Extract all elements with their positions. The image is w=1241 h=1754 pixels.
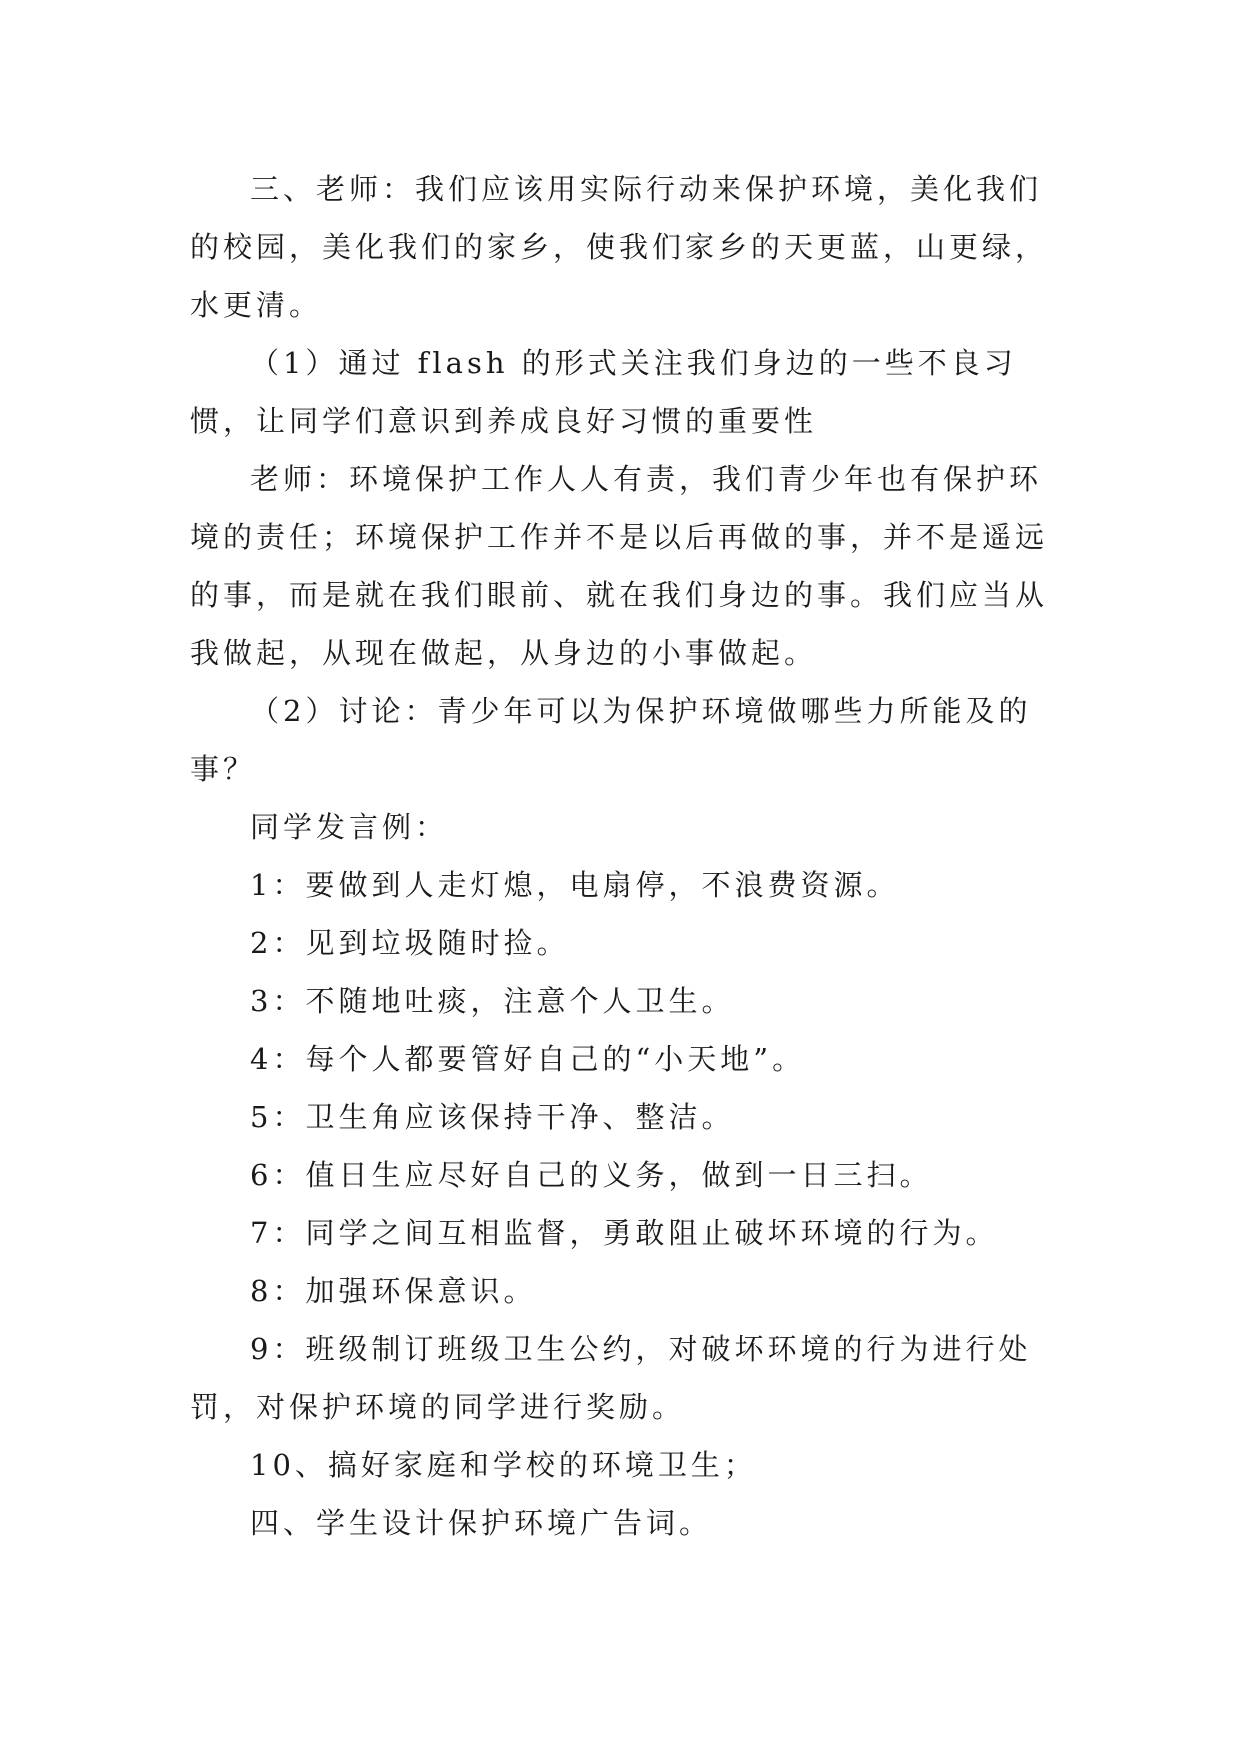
paragraph-flash-activity: （1）通过 flash 的形式关注我们身边的一些不良习惯，让同学们意识到养成良好习惯的重要性 [190, 346, 1017, 438]
list-item: 6：值日生应尽好自己的义务，做到一日三扫。 [250, 1158, 933, 1192]
paragraph-ad-slogan-task: 四、学生设计保护环境广告词。 [250, 1506, 713, 1540]
list-item: 9：班级制订班级卫生公约，对破坏环境的行为进行处罚，对保护环境的同学进行奖励。 [190, 1332, 1032, 1424]
list-item: 8：加强环保意识。 [250, 1274, 537, 1308]
list-item: 7：同学之间互相监督，勇敢阻止破坏环境的行为。 [250, 1216, 999, 1250]
paragraph-discussion-question: （2）讨论：青少年可以为保护环境做哪些力所能及的事？ [190, 694, 1032, 786]
list-item: 1：要做到人走灯熄，电扇停，不浪费资源。 [250, 868, 900, 902]
paragraph-student-examples-heading: 同学发言例： [250, 810, 449, 844]
list-item: 3：不随地吐痰，注意个人卫生。 [250, 984, 735, 1018]
paragraph-teacher-intro: 三、老师：我们应该用实际行动来保护环境，美化我们的校园，美化我们的家乡，使我们家乡的天更蓝，山更绿，水更清。 [190, 172, 1049, 322]
paragraph-teacher-responsibility: 老师：环境保护工作人人有责，我们青少年也有保护环境的责任；环境保护工作并不是以后再做的事，并不是遥远的事，而是就在我们眼前、就在我们身边的事。我们应当从我做起，从现在做起，从身边的小事做起。 [190, 462, 1049, 670]
list-item: 10、搞好家庭和学校的环境卫生； [250, 1448, 757, 1482]
list-item: 5：卫生角应该保持干净、整洁。 [250, 1100, 735, 1134]
list-item: 2：见到垃圾随时捡。 [250, 926, 570, 960]
list-item: 4：每个人都要管好自己的“小天地”。 [250, 1042, 806, 1076]
document-body [190, 160, 1070, 1552]
